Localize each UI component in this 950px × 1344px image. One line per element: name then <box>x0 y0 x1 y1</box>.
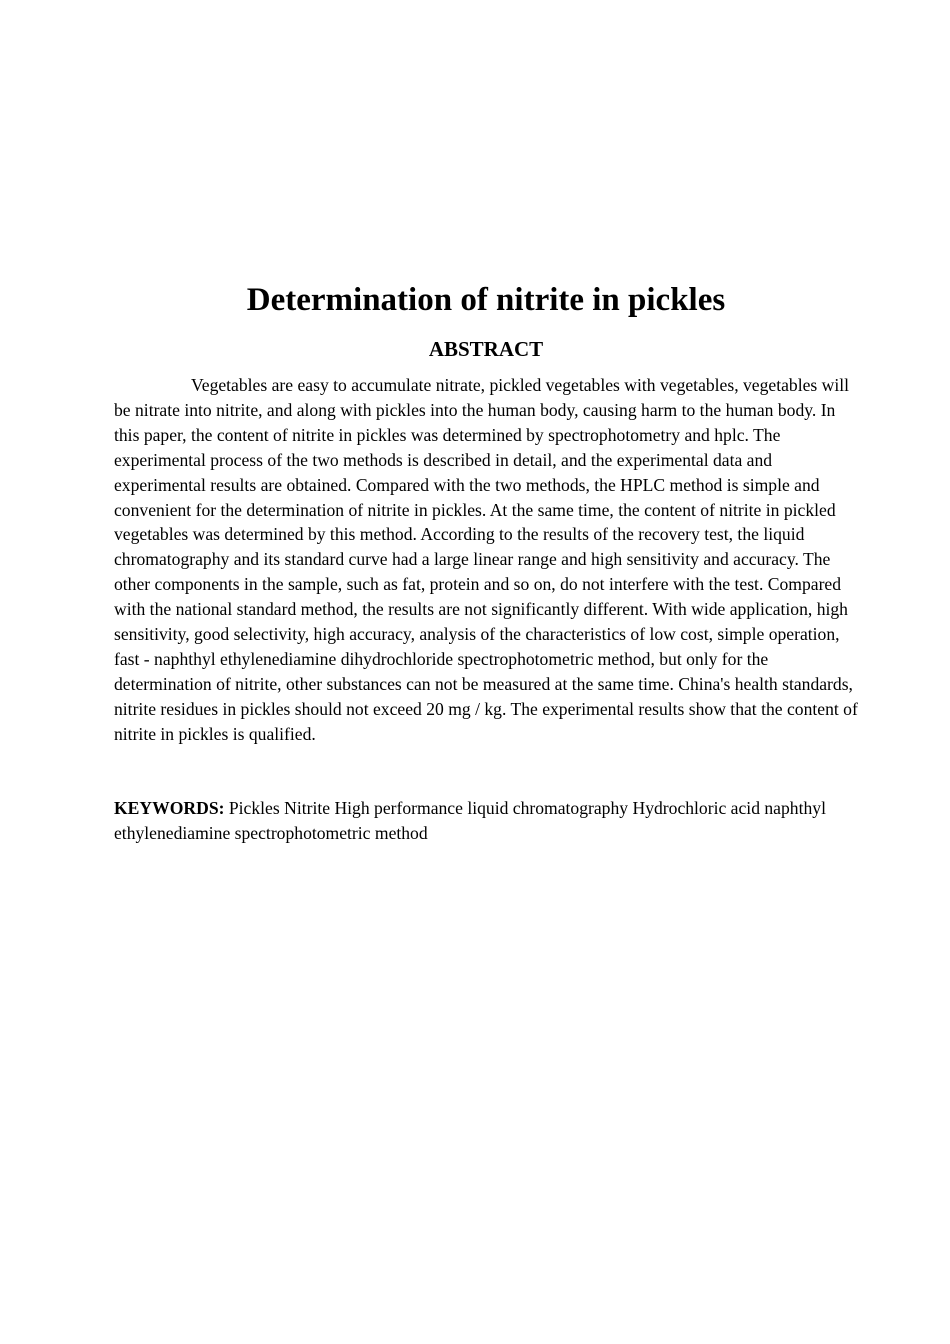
keywords-label: KEYWORDS: <box>114 798 225 818</box>
abstract-heading: ABSTRACT <box>428 337 544 361</box>
keyword-item: Hydrochloric acid naphthyl ethylenediamine spectrophotometric method <box>114 798 826 843</box>
abstract-body: Vegetables are easy to accumulate nitrate, pickled vegetables with vegetables, vegetables will be nitrate into nitrite, and along with pickles into the human body, causing harm to the human body. In this paper, the content of nitrite in pickles was determined by spectrophotometry and hplc. The experimental process of the two methods is described in detail, and the experimental data and experimental results are obtained. Compared with the two methods, the HPLC method is simple and convenient for the determination of nitrite in pickles. At the same time, the content of nitrite in pickled vegetables was determined by this method. According to the results of the recovery test, the liquid chromatography and its standard curve had a large linear range and high sensitivity and accuracy. The other components in the sample, such as fat, protein and so on, do not interfere with the test. Compared with the national standard method, the results are not significantly different. With wide application, high sensitivity, good selectivity, high accuracy, analysis of the characteristics of low cost, simple operation, fast - naphthyl ethylenediamine dihydrochloride spectrophotometric method, but only for the determination of nitrite, other substances can not be measured at the same time. China's health standards, nitrite residues in pickles should not exceed 20 mg / kg. The experimental results show that the content of nitrite in pickles is qualified. <box>114 375 858 744</box>
keywords-section <box>114 796 860 846</box>
keyword-item: High performance liquid chromatography <box>334 798 629 818</box>
document-title: Determination of nitrite in pickles <box>246 282 726 318</box>
keyword-item: Nitrite <box>284 798 331 818</box>
keyword-item: Pickles <box>228 798 280 818</box>
